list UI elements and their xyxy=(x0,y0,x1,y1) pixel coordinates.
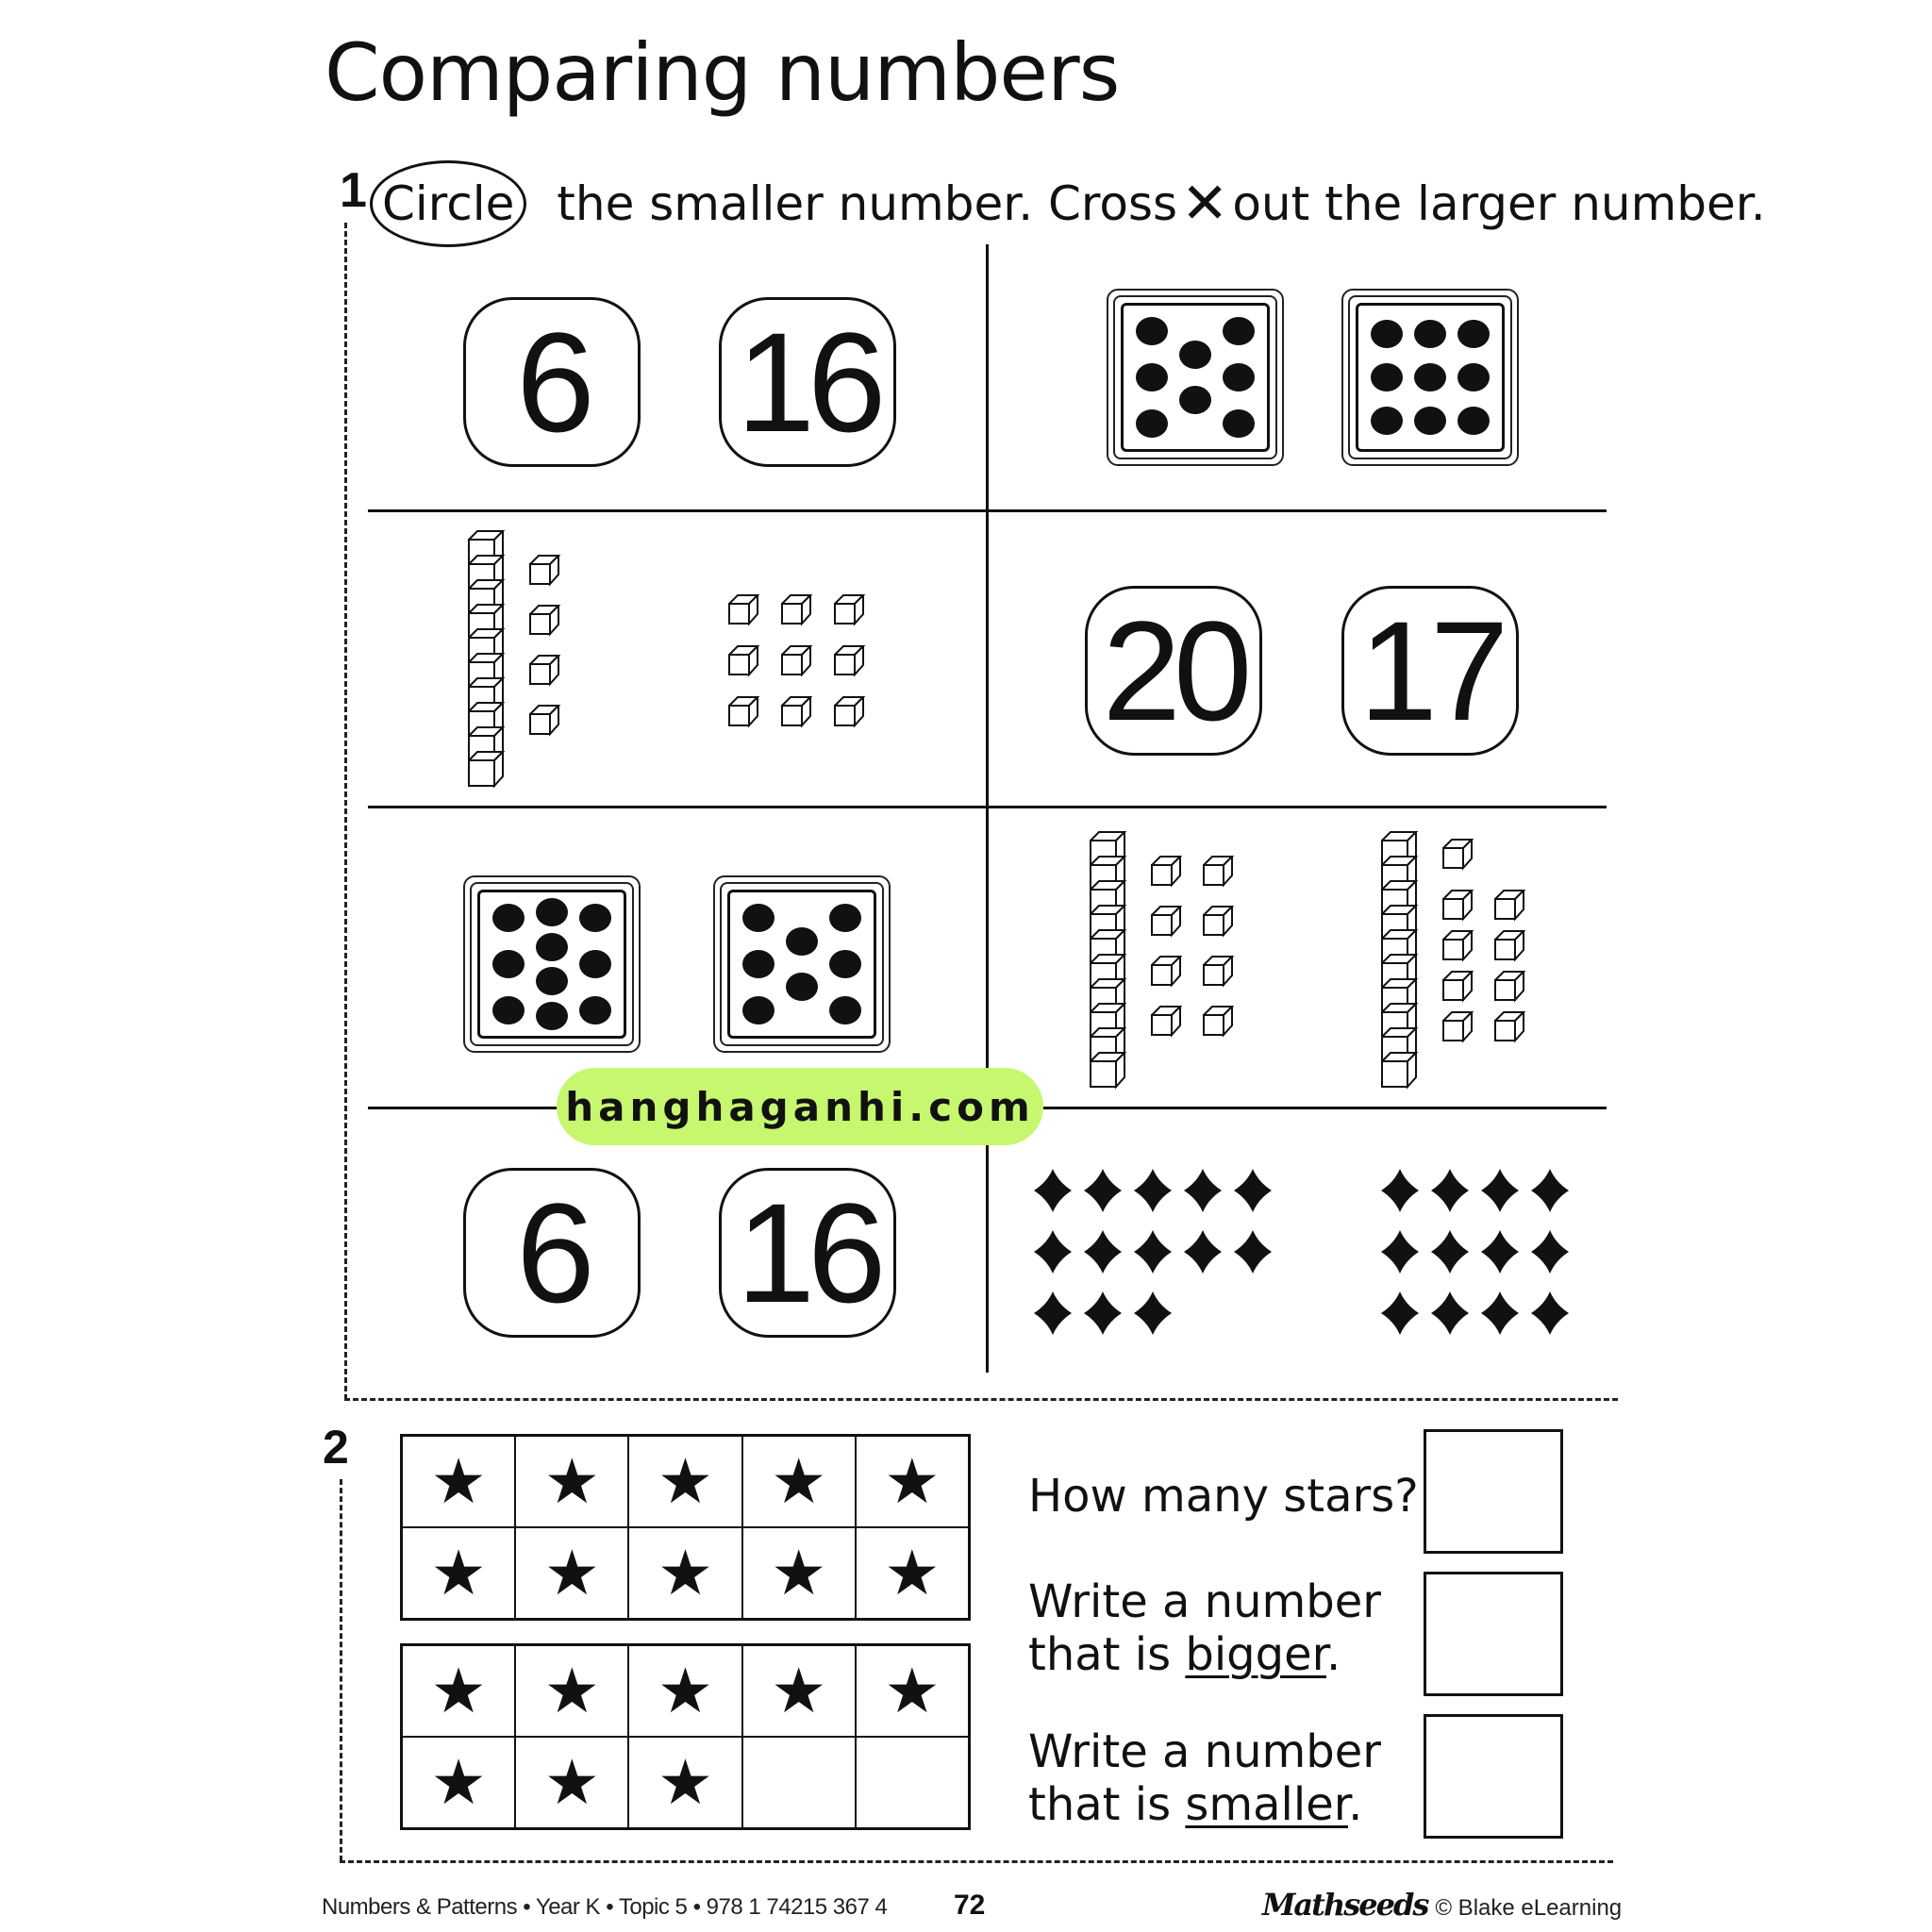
diamond xyxy=(1034,1169,1072,1212)
diamond xyxy=(1084,1291,1122,1335)
dot xyxy=(579,904,611,932)
question-2-number: 2 xyxy=(323,1421,349,1474)
diamond xyxy=(1531,1169,1569,1212)
instruction-mid: the smaller number. Cross xyxy=(541,176,1178,231)
unit-cube xyxy=(529,555,569,594)
diamond xyxy=(1481,1230,1519,1274)
mathseeds-logo: Mathseeds xyxy=(1262,1887,1428,1923)
dot xyxy=(1136,317,1168,345)
unit-cube xyxy=(834,696,874,736)
star-icon: ★ xyxy=(430,1745,487,1819)
ten-frame-cell xyxy=(628,1737,741,1828)
dot xyxy=(492,904,525,932)
diamond xyxy=(1381,1169,1419,1212)
q1-dashed-border-left xyxy=(344,223,347,1400)
unit-cube xyxy=(728,594,768,634)
unit-cube xyxy=(728,696,768,736)
unit-cube xyxy=(1442,890,1482,929)
dot xyxy=(829,996,861,1024)
number-card: 17 xyxy=(1341,586,1519,756)
dot-card xyxy=(1107,289,1284,466)
dot xyxy=(492,950,525,978)
dot xyxy=(1179,341,1211,369)
dot xyxy=(1371,320,1403,348)
ten-frame-cell xyxy=(515,1645,628,1737)
rod-unit-cube xyxy=(468,751,513,796)
dot-card-inner xyxy=(720,882,884,1046)
diamond xyxy=(1134,1291,1172,1335)
ten-frame-cell xyxy=(856,1645,969,1737)
bigger-question xyxy=(1028,1575,1381,1681)
dot-card xyxy=(713,875,891,1053)
answer-box-bigger[interactable] xyxy=(1424,1572,1563,1696)
ten-frame-cell xyxy=(628,1436,741,1527)
star-icon: ★ xyxy=(430,1444,487,1518)
instruction-end: out the larger number. xyxy=(1232,176,1766,231)
ten-frame-cell xyxy=(628,1645,741,1737)
diamond xyxy=(1034,1291,1072,1335)
star-icon: ★ xyxy=(884,1444,941,1518)
unit-cube xyxy=(1442,839,1482,878)
diamond xyxy=(1134,1230,1172,1274)
smaller-word: smaller xyxy=(1185,1778,1349,1831)
dot xyxy=(742,996,774,1024)
q1-dashed-border-bottom xyxy=(344,1398,1618,1401)
dot xyxy=(742,950,774,978)
star-icon: ★ xyxy=(771,1536,827,1609)
copyright: © Blake eLearning xyxy=(1435,1895,1623,1921)
dot xyxy=(1371,363,1403,391)
bigger-word: bigger xyxy=(1185,1628,1326,1681)
grid-line-1 xyxy=(368,509,1607,512)
star-icon: ★ xyxy=(657,1536,714,1609)
page-title: Comparing numbers xyxy=(325,26,1120,119)
smaller-line-2: that is xyxy=(1028,1778,1186,1831)
unit-cube xyxy=(1442,1011,1482,1051)
star-icon: ★ xyxy=(543,1745,600,1819)
unit-cube xyxy=(1203,906,1242,945)
unit-cube xyxy=(1494,1011,1534,1051)
number-card: 6 xyxy=(463,297,641,467)
answer-box-smaller[interactable] xyxy=(1424,1714,1563,1839)
ten-frame-cell xyxy=(402,1527,515,1619)
diamond xyxy=(1234,1230,1272,1274)
dot xyxy=(492,996,525,1024)
unit-cube xyxy=(1494,971,1534,1010)
smaller-question xyxy=(1028,1725,1381,1831)
dot xyxy=(786,927,818,956)
diamond xyxy=(1184,1230,1222,1274)
star-icon: ★ xyxy=(543,1654,600,1727)
ten-frame-cell xyxy=(402,1436,515,1527)
dot xyxy=(579,950,611,978)
dot xyxy=(579,996,611,1024)
dot xyxy=(1414,320,1446,348)
dot xyxy=(829,950,861,978)
footer-brand xyxy=(1262,1887,1622,1923)
diamond xyxy=(1431,1291,1469,1335)
dot xyxy=(1457,407,1490,435)
page-number: 72 xyxy=(954,1890,986,1921)
rod-unit-cube xyxy=(1090,1052,1135,1097)
unit-cube xyxy=(834,645,874,685)
dot-card-inner xyxy=(470,882,634,1046)
star-icon: ★ xyxy=(543,1444,600,1518)
dot xyxy=(536,898,568,926)
star-icon: ★ xyxy=(430,1536,487,1609)
dot-card-face xyxy=(1356,303,1505,452)
unit-cube xyxy=(728,645,768,685)
dot xyxy=(1223,363,1255,391)
star-icon: ★ xyxy=(543,1536,600,1609)
star-icon: ★ xyxy=(884,1536,941,1609)
diamond xyxy=(1084,1230,1122,1274)
star-icon: ★ xyxy=(771,1444,827,1518)
answer-box-how-many[interactable] xyxy=(1424,1429,1563,1554)
ten-frame-2 xyxy=(400,1643,971,1830)
diamond xyxy=(1084,1169,1122,1212)
dot xyxy=(1457,320,1490,348)
ten-frame-cell xyxy=(742,1527,856,1619)
ten-frame-cell xyxy=(742,1436,856,1527)
diamond xyxy=(1431,1169,1469,1212)
dot xyxy=(1136,363,1168,391)
dot xyxy=(1179,386,1211,414)
dot xyxy=(786,973,818,1001)
diamond xyxy=(1531,1291,1569,1335)
number-card: 16 xyxy=(719,1168,896,1338)
dot xyxy=(1414,363,1446,391)
unit-cube xyxy=(529,605,569,644)
diamond xyxy=(1381,1230,1419,1274)
star-icon: ★ xyxy=(657,1654,714,1727)
star-icon: ★ xyxy=(430,1654,487,1727)
dot-card-inner xyxy=(1348,295,1512,459)
dot xyxy=(1457,363,1490,391)
unit-cube xyxy=(1151,956,1191,995)
unit-cube xyxy=(1151,1006,1191,1045)
diamond xyxy=(1481,1291,1519,1335)
dot-card xyxy=(1341,289,1519,466)
dot xyxy=(536,933,568,961)
ten-frame-cell xyxy=(856,1737,969,1828)
diamond xyxy=(1034,1230,1072,1274)
q2-dashed-border-left xyxy=(340,1479,342,1861)
ten-frame-cell xyxy=(515,1527,628,1619)
grid-vertical-line xyxy=(986,244,989,1373)
star-icon: ★ xyxy=(657,1444,714,1518)
ten-frame-cell xyxy=(515,1436,628,1527)
smaller-period: . xyxy=(1348,1778,1363,1831)
bigger-period: . xyxy=(1325,1628,1341,1681)
ten-frame-cell xyxy=(742,1645,856,1737)
question-1-instruction xyxy=(370,160,1766,247)
unit-cube xyxy=(1442,930,1482,970)
ten-frame-cell xyxy=(402,1737,515,1828)
diamond xyxy=(1381,1291,1419,1335)
unit-cube xyxy=(529,655,569,694)
star-icon: ★ xyxy=(657,1745,714,1819)
number-card: 16 xyxy=(719,297,896,467)
dot xyxy=(829,904,861,932)
unit-cube xyxy=(529,705,569,744)
dot xyxy=(1223,409,1255,438)
unit-cube xyxy=(1151,906,1191,945)
star-icon: ★ xyxy=(771,1654,827,1727)
star-icon: ★ xyxy=(884,1654,941,1727)
unit-cube xyxy=(781,594,821,634)
unit-cube xyxy=(834,594,874,634)
dot xyxy=(536,967,568,995)
unit-cube xyxy=(1151,856,1191,895)
diamond xyxy=(1184,1169,1222,1212)
ten-frame-cell xyxy=(856,1436,969,1527)
unit-cube xyxy=(1203,956,1242,995)
how-many-stars-question: How many stars? xyxy=(1028,1470,1419,1523)
dot-card-face xyxy=(727,890,876,1039)
dot xyxy=(742,904,774,932)
ten-frame-cell xyxy=(402,1645,515,1737)
unit-cube xyxy=(1203,1006,1242,1045)
unit-cube xyxy=(1494,930,1534,970)
ten-frame-1 xyxy=(400,1434,971,1621)
dot-card xyxy=(463,875,641,1053)
ten-frame-cell xyxy=(628,1527,741,1619)
cross-icon: ✕ xyxy=(1181,171,1229,237)
question-1-number: 1 xyxy=(340,163,367,218)
bigger-line-2: that is xyxy=(1028,1628,1186,1681)
dot-card-face xyxy=(1121,303,1270,452)
unit-cube xyxy=(1494,890,1534,929)
dot-card-inner xyxy=(1113,295,1277,459)
grid-line-2 xyxy=(368,806,1607,808)
watermark: hanghaganhi.com xyxy=(557,1068,1043,1145)
dot xyxy=(1223,317,1255,345)
dot xyxy=(1414,407,1446,435)
number-card: 6 xyxy=(463,1168,641,1338)
dot-card-face xyxy=(477,890,626,1039)
unit-cube xyxy=(1442,971,1482,1010)
dot xyxy=(1136,409,1168,438)
unit-cube xyxy=(781,696,821,736)
dot xyxy=(536,1002,568,1030)
smaller-line-1: Write a number xyxy=(1028,1725,1381,1778)
circle-word: Circle xyxy=(370,160,526,247)
diamond xyxy=(1481,1169,1519,1212)
diamond xyxy=(1134,1169,1172,1212)
number-card: 20 xyxy=(1085,586,1262,756)
ten-frame-cell xyxy=(742,1737,856,1828)
unit-cube xyxy=(781,645,821,685)
dot xyxy=(1371,407,1403,435)
q2-dashed-border-bottom xyxy=(340,1860,1613,1863)
bigger-line-1: Write a number xyxy=(1028,1575,1381,1628)
ten-frame-cell xyxy=(856,1527,969,1619)
footer-book-info: Numbers & Patterns • Year K • Topic 5 • 978 1 74215 367 4 xyxy=(322,1894,888,1920)
diamond xyxy=(1431,1230,1469,1274)
diamond xyxy=(1234,1169,1272,1212)
diamond xyxy=(1531,1230,1569,1274)
rod-unit-cube xyxy=(1381,1052,1426,1097)
ten-frame-cell xyxy=(515,1737,628,1828)
unit-cube xyxy=(1203,856,1242,895)
